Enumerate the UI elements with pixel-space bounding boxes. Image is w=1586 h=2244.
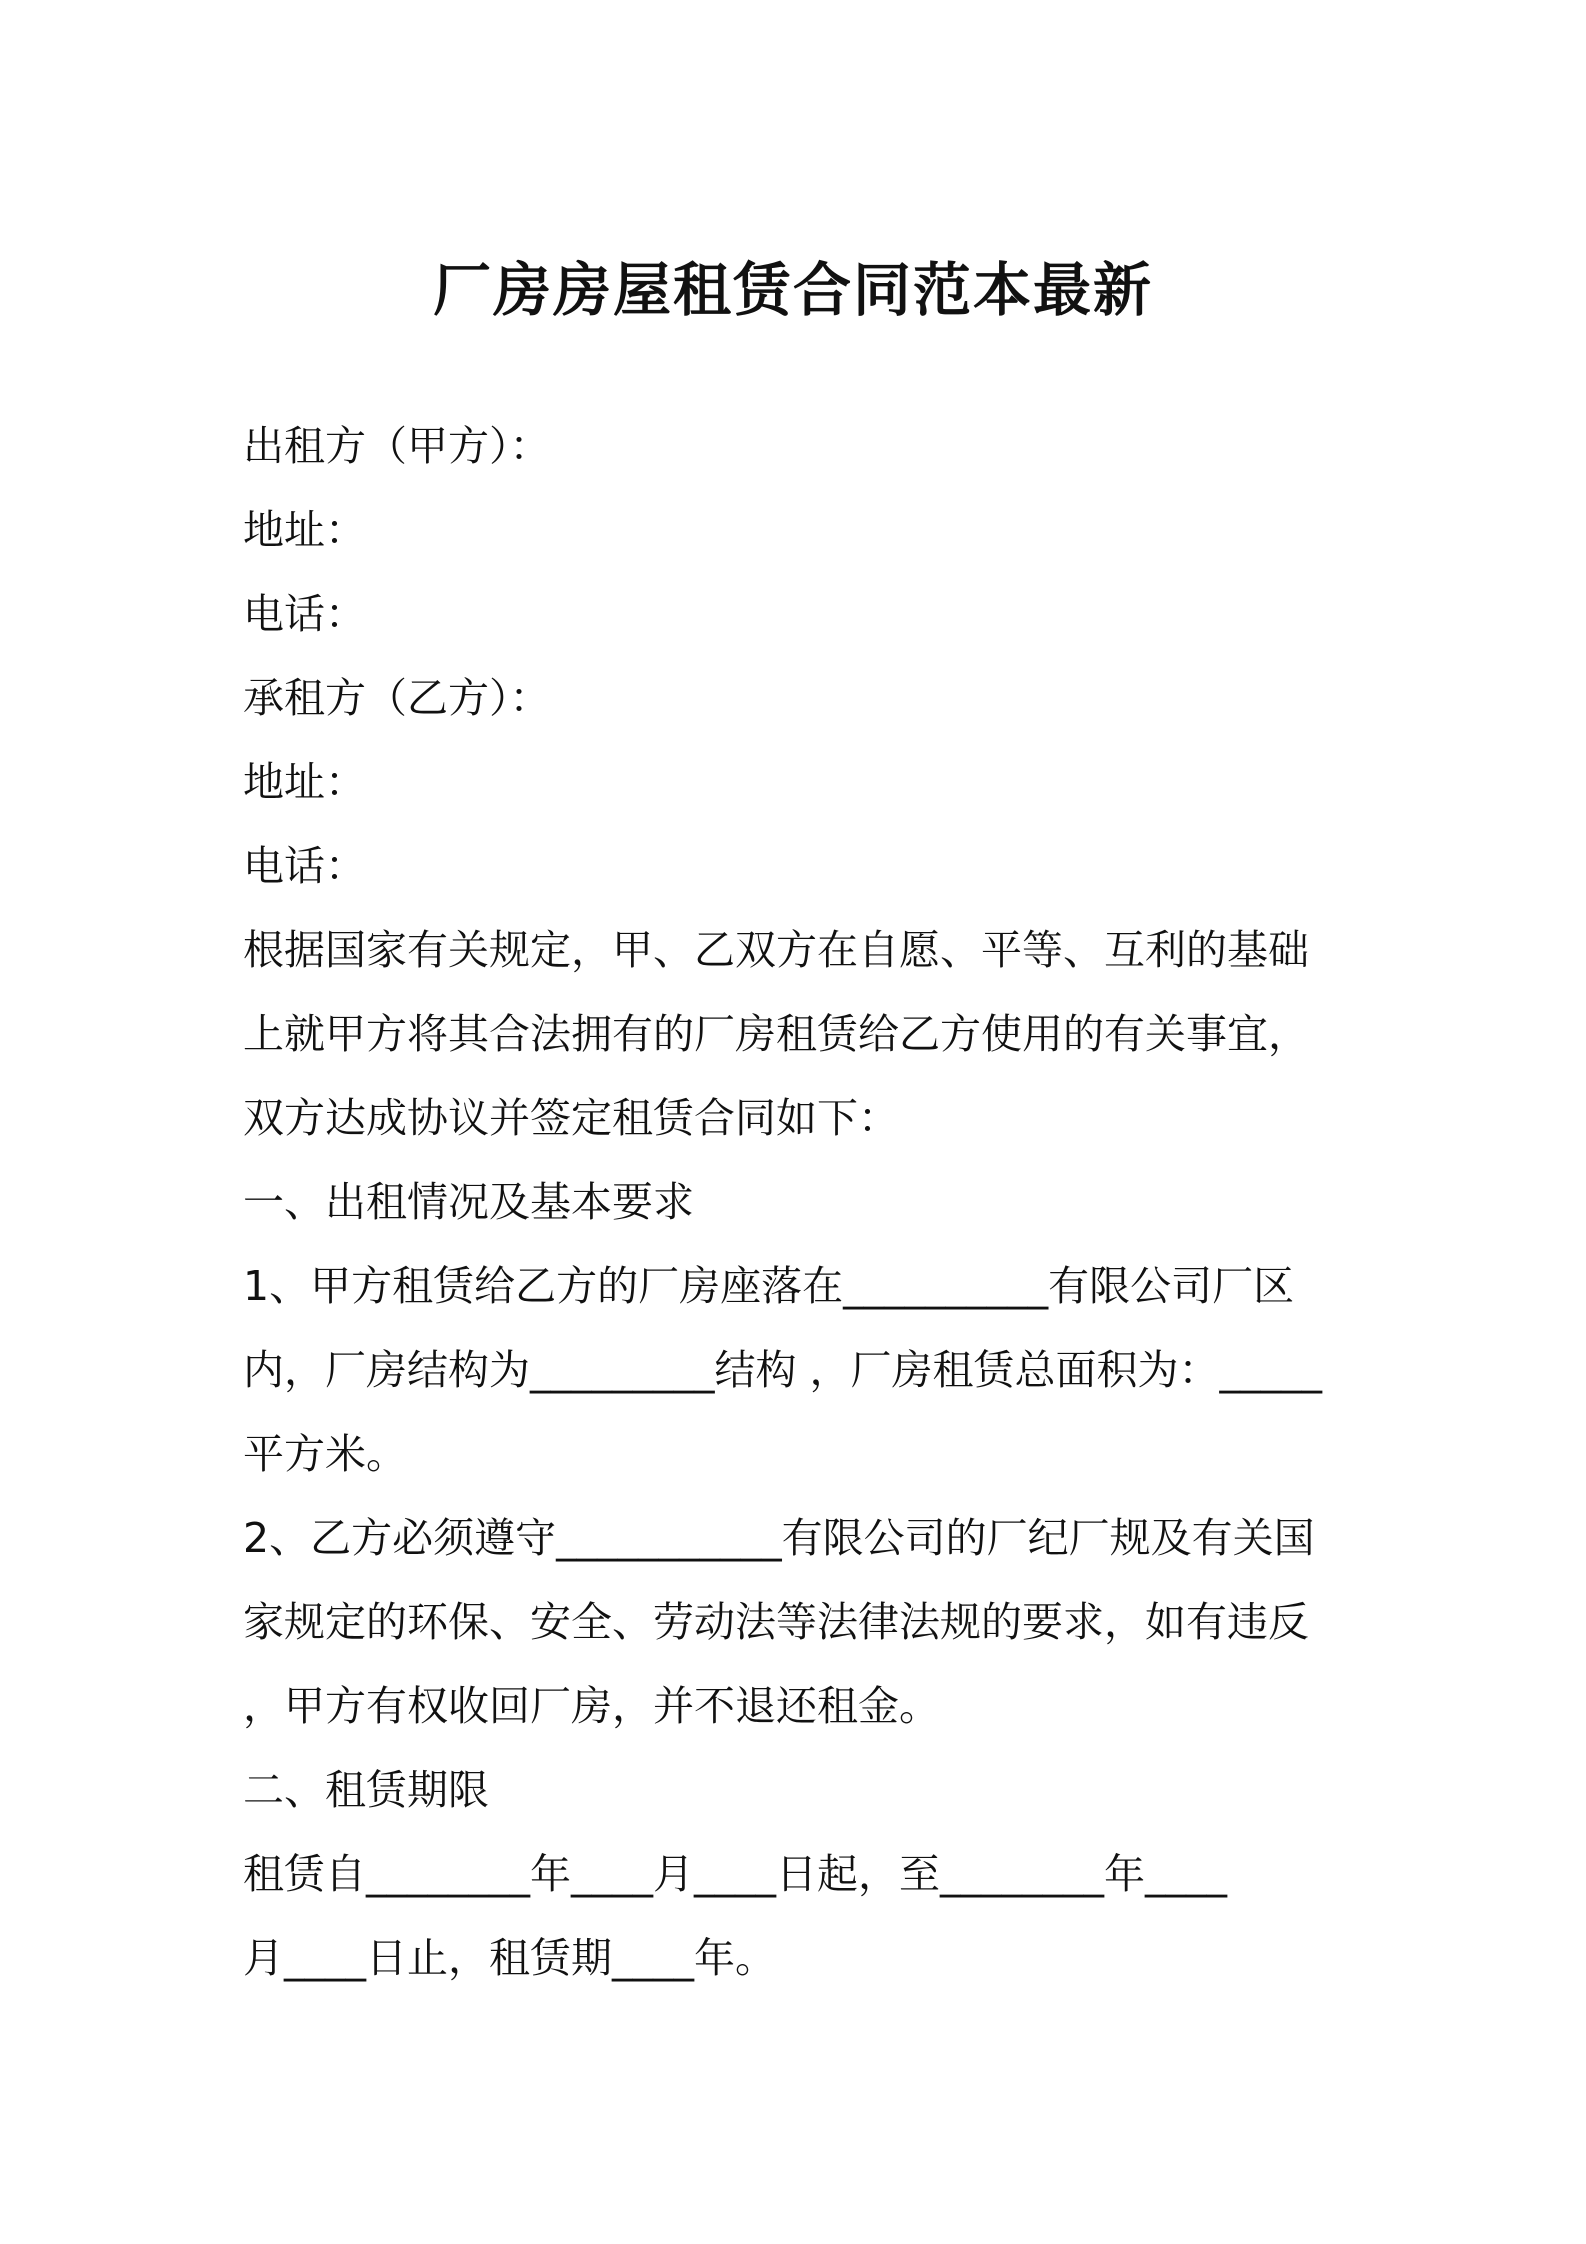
lessor-field: 出租方（甲方）： <box>243 422 551 470</box>
section-heading-2: 二、租赁期限 <box>243 1766 489 1814</box>
lessee-phone-field: 电话： <box>243 842 366 890</box>
term-line: 月____日止，租赁期____年。 <box>243 1934 776 1982</box>
lessor-phone-field: 电话： <box>243 590 366 638</box>
clause-2-line: 2、乙方必须遵守___________有限公司的厂纪厂规及有关国 <box>243 1514 1315 1562</box>
clause-1-line: 1、甲方租赁给乙方的厂房座落在__________有限公司厂区 <box>243 1262 1295 1310</box>
term-line: 租赁自________年____月____日起，至________年____ <box>243 1850 1227 1898</box>
lessor-address-field: 地址： <box>243 506 366 554</box>
preamble-line: 上就甲方将其合法拥有的厂房租赁给乙方使用的有关事宜， <box>243 1010 1309 1058</box>
preamble-line: 双方达成协议并签定租赁合同如下： <box>243 1094 899 1142</box>
clause-2-line: 家规定的环保、安全、劳动法等法律法规的要求，如有违反 <box>243 1598 1309 1646</box>
lessee-address-field: 地址： <box>243 758 366 806</box>
clause-2-line: ，甲方有权收回厂房，并不退还租金。 <box>243 1682 940 1730</box>
preamble-line: 根据国家有关规定，甲、乙双方在自愿、平等、互利的基础 <box>243 926 1309 974</box>
clause-1-line: 内，厂房结构为_________结构 ，厂房租赁总面积为：_____ <box>243 1346 1323 1394</box>
document-title: 厂房房屋租赁合同范本最新 <box>432 256 1153 324</box>
clause-1-line: 平方米。 <box>243 1430 407 1478</box>
lessee-field: 承租方（乙方）： <box>243 674 551 722</box>
section-heading-1: 一、出租情况及基本要求 <box>243 1178 694 1226</box>
document-body <box>243 404 1353 2000</box>
